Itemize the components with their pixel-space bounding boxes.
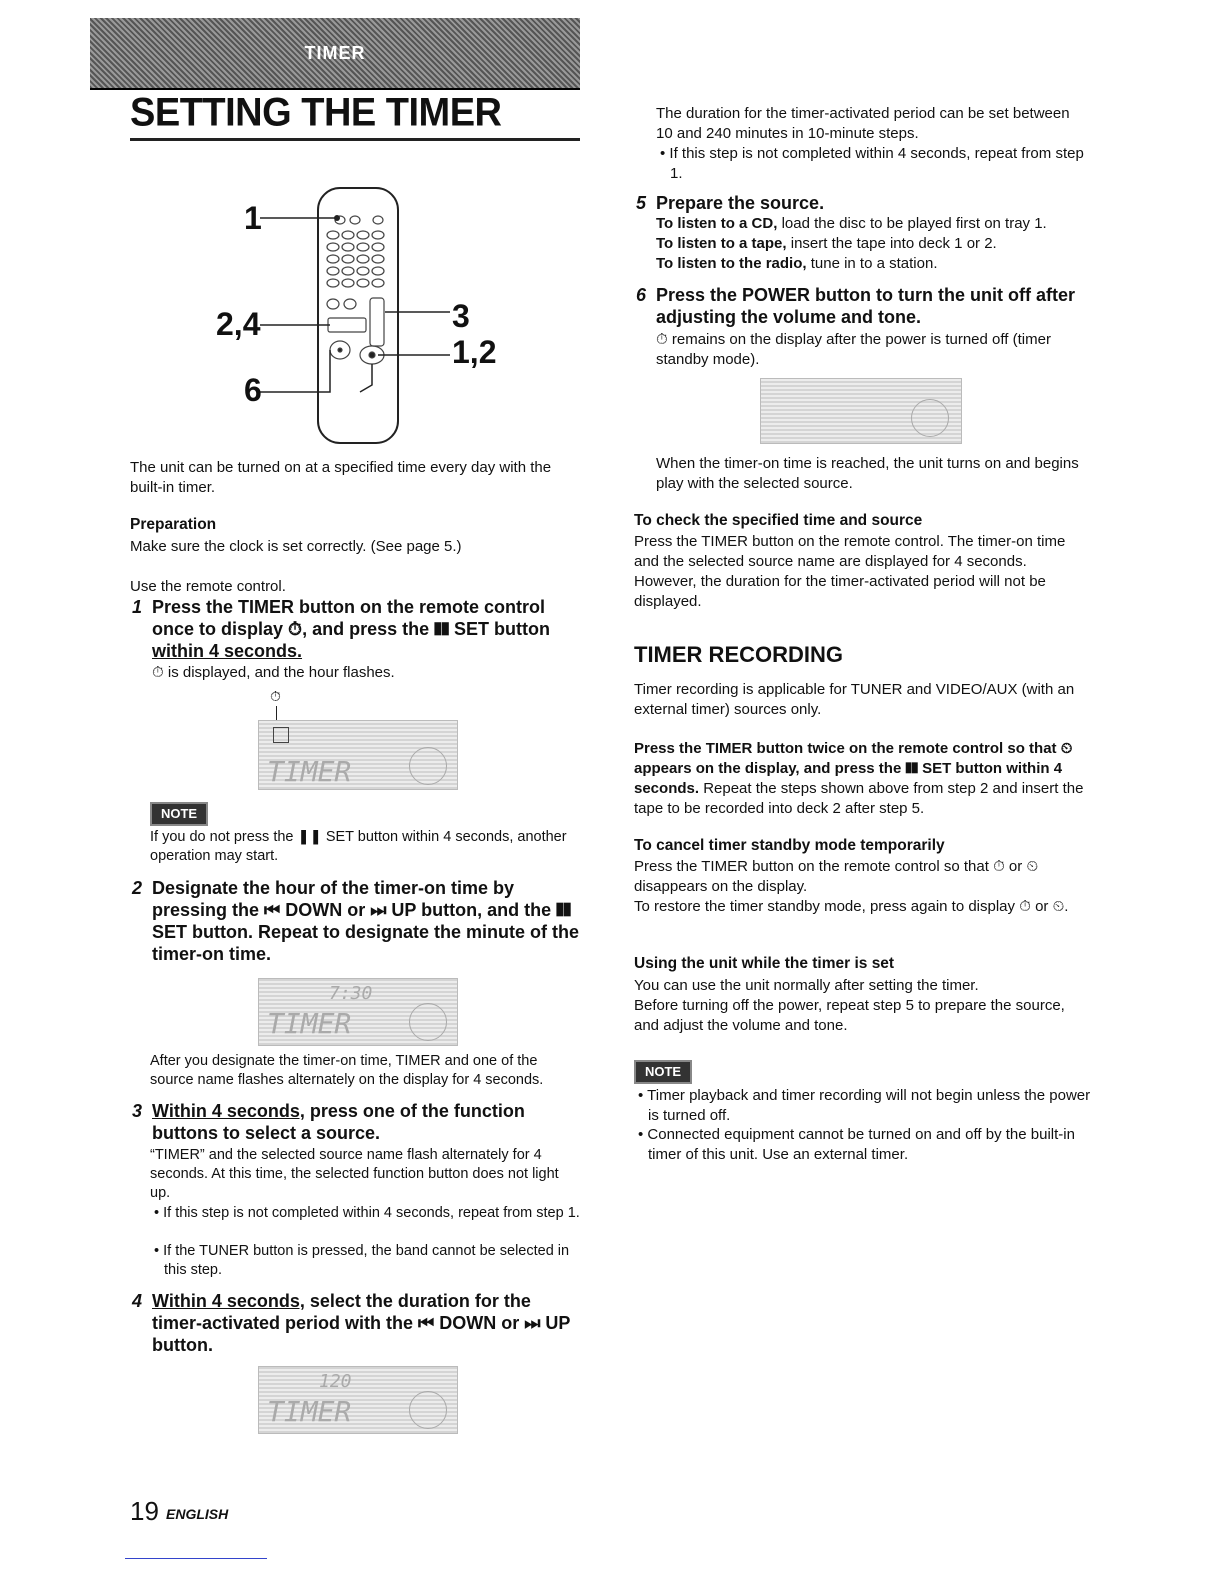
page-number: 19 — [130, 1496, 159, 1526]
preparation-text: Make sure the clock is set correctly. (See page 5.) — [130, 538, 462, 555]
step-2-after-text: After you designate the timer-on time, TIMER and one of the source name flashes alternately on the display for 4 seconds. — [150, 1053, 544, 1088]
step-number: 6 — [636, 285, 647, 305]
cd-label: To listen to a CD, — [656, 215, 778, 232]
step-2-text-b: the ❚❚ SET button. Repeat to designate the minute of the timer-on time. — [152, 900, 580, 964]
timer-box-icon — [273, 727, 289, 743]
note-1-text: If you do not press the ❚❚ SET button within 4 seconds, another operation may start. — [150, 829, 567, 864]
duration-text: The duration for the timer-activated period can be set between 10 and 240 minutes in 10-minute steps. — [656, 105, 1070, 142]
disc-icon — [409, 747, 447, 785]
lcd-4-time: 120 — [319, 1371, 352, 1392]
note-badge: NOTE — [634, 1060, 692, 1084]
step-5-radio — [656, 254, 1086, 274]
callout-label-3: 3 — [452, 298, 470, 334]
step-3 — [132, 1100, 582, 1144]
after-lcd-text: When the timer-on time is reached, the unit turns on and begins play with the selected source. — [656, 455, 1079, 492]
step-3-text: press one of the function buttons to select a source. — [152, 1101, 525, 1143]
note-badge: NOTE — [150, 802, 208, 826]
step-6-text: ⏱ remains on the display after the power is turned off (timer standby mode). — [656, 331, 1051, 368]
using-text-2: Before turning off the power, repeat step 5 to prepare the source, and adjust the volume and tone. — [634, 997, 1065, 1034]
step-number: 3 — [132, 1101, 143, 1121]
lcd-2-time: 7:30 — [329, 983, 373, 1004]
step-5-title: Prepare the source. — [656, 193, 825, 213]
step-2-text-a: Designate the hour of the timer-on time by pressing the ⏮ DOWN or ⏭ UP button, and — [152, 878, 525, 920]
timer-recording-heading: TIMER RECORDING — [634, 642, 843, 667]
radio-label: To listen to the radio, — [656, 255, 807, 272]
callout-label-6: 6 — [244, 372, 262, 408]
rec-instruction-bold: Press the TIMER button twice on the remote control so that ⏲ appears on the display, and press the ❚❚ SET button within 4 seconds. — [634, 740, 1073, 797]
step-1-subtext: ⏱ is displayed, and the hour flashes. — [152, 664, 395, 681]
cancel-text-2: To restore the timer standby mode, press again to display ⏱ or ⏲. — [634, 898, 1069, 915]
timer-recording-text: Timer recording is applicable for TUNER and VIDEO/AUX (with an external timer) sources only. — [634, 681, 1075, 718]
cancel-heading: To cancel timer standby mode temporarily — [634, 837, 945, 854]
page-title: SETTING THE TIMER — [130, 90, 502, 136]
language-label: ENGLISH — [166, 1506, 229, 1522]
intro-text: The unit can be turned on at a specified time every day with the built-in timer. — [130, 459, 552, 496]
tape-text: insert the tape into deck 1 or 2. — [786, 235, 997, 252]
step-6-title: Press the POWER button to turn the unit off after adjusting the volume and tone. — [656, 285, 1075, 327]
step-4-text: select the duration for the timer-activated period with the ⏮ DOWN or ⏭ UP button. — [152, 1291, 571, 1355]
callout-label-1-2: 1,2 — [452, 334, 497, 370]
preparation-heading: Preparation — [130, 516, 217, 533]
step-1-underlined: within 4 seconds. — [152, 641, 303, 661]
callout-label-2-4: 2,4 — [216, 306, 261, 342]
step-6 — [636, 284, 1086, 328]
check-text: Press the TIMER button on the remote control. The timer-on time and the selected source name are displayed for 4 seconds. However, the duration for the timer-activated period will not be displayed. — [634, 533, 1066, 610]
cancel-text-1: Press the TIMER button on the remote control so that ⏱ or ⏲ disappears on the display. — [634, 858, 1039, 895]
step-4-underlined: Within 4 seconds, — [152, 1291, 305, 1311]
duration-bullet: • If this step is not completed within 4 seconds, repeat from step 1. — [660, 145, 1084, 182]
lcd-display-standby — [760, 378, 962, 444]
disc-icon — [409, 1003, 447, 1041]
step-3-bullet-1: • If this step is not completed within 4 seconds, repeat from step 1. — [154, 1205, 580, 1221]
step-3-paragraph: “TIMER” and the selected source name flash alternately for 4 seconds. At this time, the selected function button does not light up. — [150, 1147, 559, 1201]
step-number: 2 — [132, 878, 143, 898]
footer-rule — [125, 1558, 267, 1559]
step-3-bullet-2: • If the TUNER button is pressed, the band cannot be selected in this step. — [154, 1243, 570, 1278]
step-5 — [636, 192, 1086, 214]
use-remote-text: Use the remote control. — [130, 578, 286, 595]
lcd-2-text: TIMER — [267, 1007, 352, 1040]
callout-label-1: 1 — [244, 200, 262, 236]
lcd-4-text: TIMER — [267, 1395, 352, 1428]
step-1-text: Press the TIMER button on the remote control once to display ⏱, and press the ❚❚ SET button — [152, 597, 551, 639]
tape-label: To listen to a tape, — [656, 235, 787, 252]
step-4 — [132, 1290, 582, 1356]
using-heading: Using the unit while the timer is set — [634, 955, 895, 972]
note-bullet-1: • Timer playback and timer recording will not begin unless the power is turned off. — [638, 1087, 1091, 1124]
radio-text: tune in to a station. — [806, 255, 938, 272]
disc-icon — [911, 399, 949, 437]
section-label: TIMER — [304, 43, 366, 63]
rec-instruction-normal: Repeat the steps shown above from step 2 and insert the tape to be recorded into deck 2 after step 5. — [634, 780, 1084, 817]
step-number: 1 — [132, 597, 143, 617]
step-number: 4 — [132, 1291, 143, 1311]
lcd-display-4 — [258, 1366, 458, 1434]
note-bullet-2: • Connected equipment cannot be turned on and off by the built-in timer of this unit. Use an external timer. — [638, 1126, 1075, 1163]
disc-icon — [409, 1391, 447, 1429]
step-5-tape — [656, 234, 1086, 254]
timer-recording-instruction — [634, 739, 1084, 819]
lcd-1-text: TIMER — [267, 755, 352, 788]
step-3-underlined: Within 4 seconds, — [152, 1101, 305, 1121]
step-number: 5 — [636, 193, 647, 213]
using-text-1: You can use the unit normally after setting the timer. — [634, 977, 979, 994]
step-5-cd — [656, 214, 1086, 234]
step-2 — [132, 877, 582, 965]
lcd-display-2 — [258, 978, 458, 1046]
check-heading: To check the specified time and source — [634, 512, 923, 529]
cd-text: load the disc to be played first on tray 1. — [777, 215, 1047, 232]
title-divider — [130, 138, 580, 141]
timer-indicator-icon: ⏱ — [270, 688, 281, 704]
lcd-display-1 — [258, 720, 458, 790]
section-header-band — [90, 18, 580, 90]
step-1 — [132, 596, 582, 662]
